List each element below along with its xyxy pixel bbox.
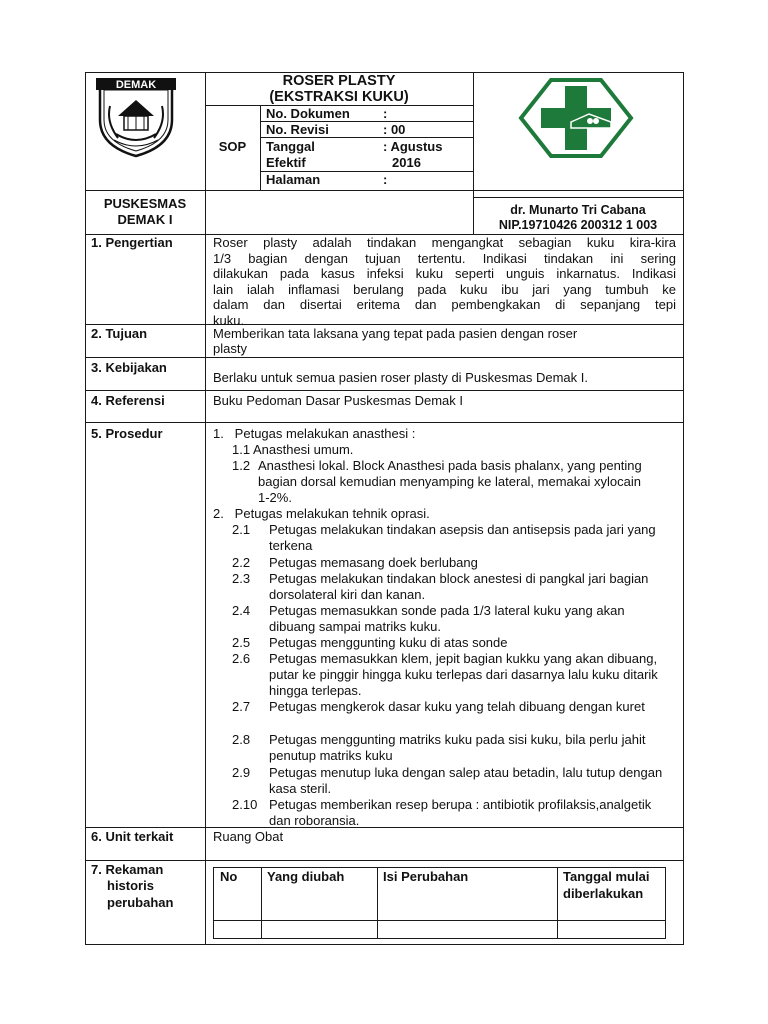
history-table-top <box>213 867 666 868</box>
pengertian-line-6: kuku. <box>213 312 245 328</box>
sop-divider <box>260 105 261 190</box>
signatory-name: dr. Munarto Tri Cabana <box>510 203 646 217</box>
step-number: 2.9 <box>232 765 251 780</box>
meta-value-halaman: : <box>383 172 388 187</box>
step-text: Petugas memasukkan klem, jepit bagian kukku yang akan dibuang, putar ke pinggir hingga kuku terlepas dari dasarnya lalu kuku ditarik hingga terlepas. <box>269 651 658 698</box>
pengertian-line-5: dalam dan disertai eritema dan pembengkakan di sepanjang tepi <box>213 297 676 313</box>
meta-value-no-dokumen: : <box>383 106 388 121</box>
prosedur-step-2: 2. Petugas melakukan tehnik oprasi. <box>213 506 430 521</box>
pengertian-line-3: dilakukan pada kasus infeksi kuku seperti unguis inkarnatus. Indikasi <box>213 266 676 282</box>
label-referensi: 4. Referensi <box>91 393 165 408</box>
meta-label-no-dokumen: No. Dokumen <box>266 106 350 121</box>
logo-lettering: DEMAK <box>115 79 157 91</box>
step-number: 2.2 <box>232 555 251 570</box>
history-col-5 <box>665 867 666 939</box>
label-tujuan: 2. Tujuan <box>91 326 148 341</box>
prosedur-step-1-1: 1.1 Anasthesi umum. <box>232 442 354 457</box>
history-table-mid <box>213 920 666 921</box>
divider-unit <box>85 860 684 861</box>
meta-label-halaman: Halaman <box>266 172 321 187</box>
pengertian-line-1: Roser plasty adalah tindakan mengangkat sebagian kuku kira-kira <box>213 235 676 250</box>
document-title-line2: (EKSTRAKSI KUKU) <box>269 89 409 105</box>
step-text: Petugas menutup luka dengan salep atau betadin, lalu tutup dengan kasa steril. <box>269 765 663 796</box>
step-number: 2.7 <box>232 699 251 714</box>
demak-logo <box>92 76 180 160</box>
history-table-bottom <box>213 938 666 939</box>
step-text: Anasthesi lokal. Block Anasthesi pada basis phalanx, yang penting bagian dorsal kemudian menyamping ke lateral, memakai xylocain 1-2%. <box>258 458 642 505</box>
meta-value-efektif: 2016 <box>392 155 421 170</box>
meta-label-tanggal: Tanggal <box>266 139 315 154</box>
prosedur-step-1: 1. Petugas melakukan anasthesi : <box>213 426 416 441</box>
step-text: Petugas memberikan resep berupa : antibiotik profilaksis,analgetik dan roboransia. <box>269 797 652 828</box>
history-col-1 <box>213 867 214 939</box>
tujuan-line1: Memberikan tata laksana yang tepat pada pasien dengan roser <box>213 326 578 341</box>
label-pengertian: 1. Pengertian <box>91 235 173 250</box>
history-header-yang-diubah: Yang diubah <box>267 869 345 884</box>
signatory-top <box>473 197 683 198</box>
step-number: 1.2 <box>232 458 251 473</box>
history-header-tanggal: Tanggal mulai diberlakukan <box>563 869 650 901</box>
step-text: Petugas memasang doek berlubang <box>269 555 478 570</box>
step-text: Petugas melakukan tindakan block anestesi di pangkal jari bagian dorsolateral kiri dan kanan. <box>269 571 649 602</box>
step-text: Petugas memasukkan sonde pada 1/3 lateral kuku yang akan dibuang sampai matriks kuku. <box>269 603 625 634</box>
puskesmas-logo <box>517 76 635 160</box>
border-bottom <box>85 944 684 945</box>
label-kebijakan: 3. Kebijakan <box>91 360 167 375</box>
step-number: 2.5 <box>232 635 251 650</box>
history-col-2 <box>261 867 262 939</box>
step-number: 2.1 <box>232 522 251 537</box>
step-text: Petugas menggunting matriks kuku pada sisi kuku, bila perlu jahit penutup matriks kuku <box>269 732 646 763</box>
sop-label: SOP <box>218 139 247 154</box>
step-text: Petugas melakukan tindakan asepsis dan antisepsis pada jari yang terkena <box>269 522 656 553</box>
institution-name-line1: PUSKESMAS <box>103 196 187 211</box>
label-prosedur: 5. Prosedur <box>91 426 163 441</box>
step-number: 2.10 <box>232 797 258 812</box>
tujuan-line2: plasty <box>213 341 247 356</box>
meta-label-efektif: Efektif <box>266 155 306 170</box>
divider-kebijakan <box>85 390 684 391</box>
col-divider-label <box>205 72 206 945</box>
history-col-3 <box>377 867 378 939</box>
label-unit-terkait: 6. Unit terkait <box>91 829 174 844</box>
signatory-nip: NIP.19710426 200312 1 003 <box>498 218 658 232</box>
step-number: 2.3 <box>232 571 251 586</box>
step-number: 2.6 <box>232 651 251 666</box>
history-header-isi-perubahan: Isi Perubahan <box>383 869 469 884</box>
label-rekaman-line3: perubahan <box>107 895 174 910</box>
border-right <box>683 72 684 945</box>
institution-name-line2: DEMAK I <box>117 212 173 227</box>
meta-label-no-revisi: No. Revisi <box>266 122 329 137</box>
divider-header <box>85 190 684 191</box>
history-header-no: No <box>220 869 238 884</box>
pengertian-line-4: lain ialah inflamasi berulang pada kuku ibu jari yang tumbuh ke <box>213 281 676 297</box>
meta-value-no-revisi: : 00 <box>383 122 406 137</box>
pengertian-line-2: 1/3 bagian dengan tujuan tertentu. Indikasi tindakan ini sering <box>213 250 676 266</box>
unit-terkait-text: Ruang Obat <box>213 829 284 844</box>
kebijakan-text: Berlaku untuk semua pasien roser plasty di Puskesmas Demak I. <box>213 370 589 385</box>
step-text: Petugas menggunting kuku di atas sonde <box>269 635 508 650</box>
divider-referensi <box>85 422 684 423</box>
document-title-line1: ROSER PLASTY <box>282 73 396 89</box>
step-text: Petugas mengkerok dasar kuku yang telah dibuang dengan kuret <box>269 699 645 714</box>
pengertian-text <box>213 235 676 329</box>
step-number: 2.8 <box>232 732 251 747</box>
label-rekaman-line2: historis <box>107 878 154 893</box>
divider-tujuan <box>85 357 684 358</box>
step-number: 2.4 <box>232 603 251 618</box>
meta-value-tanggal: : Agustus <box>383 139 443 154</box>
label-rekaman-line1: 7. Rekaman <box>91 862 164 877</box>
referensi-text: Buku Pedoman Dasar Puskesmas Demak I <box>213 393 463 408</box>
history-col-4 <box>557 867 558 939</box>
